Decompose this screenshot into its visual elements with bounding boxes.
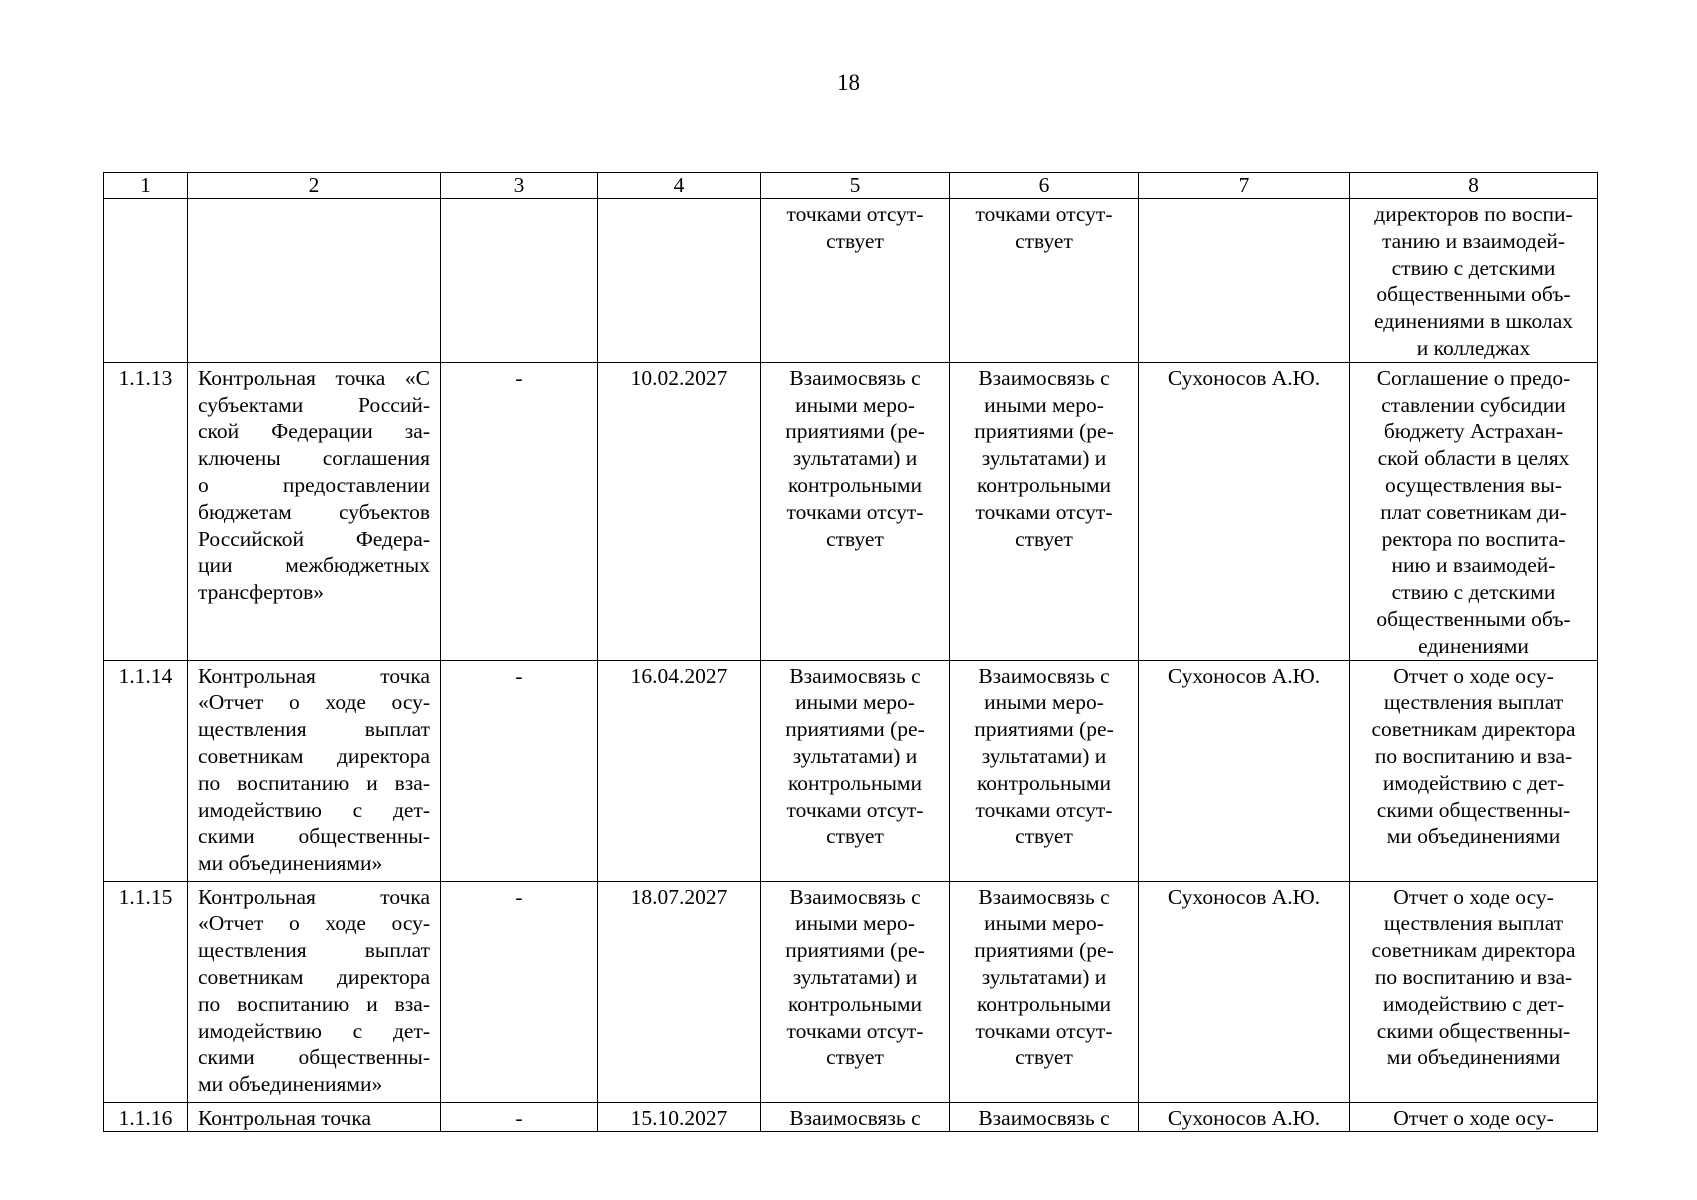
table-body bbox=[104, 199, 1598, 1132]
date-cell: 15.10.2027 bbox=[598, 1102, 761, 1132]
cell-line: единениями bbox=[1418, 633, 1529, 658]
responsible-cell: Сухоносов А.Ю. bbox=[1139, 881, 1350, 1102]
document-cell bbox=[1350, 881, 1598, 1102]
predecessor-cell bbox=[441, 199, 598, 363]
cell-line: нию и взаимодей- bbox=[1391, 553, 1556, 578]
cell-line: ствию с детскими bbox=[1391, 580, 1556, 605]
relation-cell bbox=[950, 881, 1139, 1102]
column-header: 2 bbox=[188, 173, 441, 199]
cell-line: точками отсут- bbox=[786, 1018, 924, 1043]
table-row bbox=[104, 881, 1598, 1102]
cell-line: субъектами Россий- bbox=[198, 392, 430, 417]
row-number-cell: 1.1.16 bbox=[104, 1102, 188, 1132]
cell-line: Взаимосвязь с bbox=[978, 365, 1110, 390]
document-cell bbox=[1350, 660, 1598, 881]
cell-line: директоров по воспи- bbox=[1374, 202, 1573, 226]
cell-line: ществления выплат bbox=[198, 717, 430, 742]
cell-line: точками отсут- bbox=[975, 797, 1113, 822]
predecessor-cell: - bbox=[441, 1102, 598, 1132]
cell-line: ствует bbox=[826, 228, 884, 253]
relation-cell bbox=[950, 660, 1139, 881]
control-point-name-cell bbox=[188, 881, 441, 1102]
cell-line: осуществления вы- bbox=[1384, 472, 1563, 497]
cell-line: по воспитанию и вза- bbox=[198, 991, 430, 1016]
cell-line: точками отсут- bbox=[786, 499, 924, 524]
cell-line: по воспитанию и вза- bbox=[1374, 964, 1573, 989]
cell-line: контрольными bbox=[976, 770, 1112, 795]
cell-line: ществления выплат bbox=[198, 938, 430, 963]
predecessor-cell: - bbox=[441, 881, 598, 1102]
cell-line: приятиями (ре- bbox=[785, 419, 925, 444]
cell-line: имодействию с дет- bbox=[198, 797, 430, 822]
cell-line: зультатами) и bbox=[981, 964, 1107, 989]
column-header: 4 bbox=[598, 173, 761, 199]
cell-line: ставлении субсидии bbox=[1381, 392, 1566, 417]
cell-line: приятиями (ре- bbox=[974, 419, 1114, 444]
cell-line: Контрольная точка bbox=[198, 663, 430, 688]
cell-line: Контрольная точка bbox=[198, 1105, 372, 1130]
cell-line: зультатами) и bbox=[981, 743, 1107, 768]
cell-line: бюджетам субъектов bbox=[198, 499, 430, 524]
cell-line: ректора по воспита- bbox=[1381, 526, 1566, 551]
cell-line: Контрольная точка bbox=[198, 884, 430, 909]
row-number-cell bbox=[104, 199, 188, 363]
date-cell: 18.07.2027 bbox=[598, 881, 761, 1102]
relation-cell bbox=[761, 881, 950, 1102]
cell-line: ствует bbox=[826, 1045, 884, 1070]
cell-line: по воспитанию и вза- bbox=[1374, 743, 1573, 768]
cell-line: Взаимосвязь с bbox=[978, 884, 1110, 909]
cell-line: скими общественны- bbox=[1376, 797, 1571, 822]
cell-line: ствует bbox=[826, 526, 884, 551]
cell-line: зультатами) и bbox=[981, 446, 1107, 471]
cell-line: ствует bbox=[1015, 228, 1073, 253]
relation-cell bbox=[950, 199, 1139, 363]
cell-line: иными меро- bbox=[795, 690, 915, 715]
control-point-name-cell bbox=[188, 199, 441, 363]
cell-line: иными меро- bbox=[984, 911, 1104, 936]
cell-line: по воспитанию и вза- bbox=[198, 770, 430, 795]
cell-line: приятиями (ре- bbox=[785, 938, 925, 963]
row-number-cell: 1.1.13 bbox=[104, 362, 188, 660]
cell-line: ской Федерации за- bbox=[198, 419, 430, 444]
cell-line: скими общественны- bbox=[198, 1045, 430, 1070]
cell-line: советникам директора bbox=[1371, 938, 1576, 963]
cell-line: общественными объ- bbox=[1376, 282, 1571, 307]
document-cell bbox=[1350, 199, 1598, 363]
cell-line: имодействию с дет- bbox=[198, 1018, 430, 1043]
column-header: 8 bbox=[1350, 173, 1598, 199]
date-cell: 16.04.2027 bbox=[598, 660, 761, 881]
relation-cell bbox=[761, 660, 950, 881]
date-cell bbox=[598, 199, 761, 363]
cell-line: ми объединениями» bbox=[198, 1072, 383, 1097]
responsible-cell: Сухоносов А.Ю. bbox=[1139, 660, 1350, 881]
responsible-cell: Сухоносов А.Ю. bbox=[1139, 362, 1350, 660]
cell-line: ствию с детскими bbox=[1391, 255, 1556, 280]
cell-line: Взаимосвязь с bbox=[789, 1105, 921, 1130]
relation-cell bbox=[950, 362, 1139, 660]
cell-line: точками отсут- bbox=[975, 1018, 1113, 1043]
cell-line: ключены соглашения bbox=[198, 446, 430, 471]
document-cell bbox=[1350, 1102, 1598, 1132]
cell-line: Отчет о ходе осу- bbox=[1393, 663, 1554, 688]
cell-line: точками отсут- bbox=[975, 202, 1113, 226]
responsible-cell: Сухоносов А.Ю. bbox=[1139, 1102, 1350, 1132]
cell-line: Российской Федера- bbox=[198, 526, 430, 551]
cell-line: точками отсут- bbox=[786, 202, 924, 226]
date-cell: 10.02.2027 bbox=[598, 362, 761, 660]
table-row bbox=[104, 362, 1598, 660]
cell-line: единениями в школах bbox=[1373, 309, 1574, 334]
relation-cell bbox=[761, 199, 950, 363]
column-header: 7 bbox=[1139, 173, 1350, 199]
column-header: 3 bbox=[441, 173, 598, 199]
column-header: 6 bbox=[950, 173, 1139, 199]
cell-line: «Отчет о ходе осу- bbox=[198, 911, 430, 936]
cell-line: ствует bbox=[1015, 1045, 1073, 1070]
cell-line: имодействию с дет- bbox=[1382, 991, 1565, 1016]
cell-line: контрольными bbox=[787, 770, 923, 795]
cell-line: имодействию с дет- bbox=[1382, 770, 1565, 795]
cell-line: ми объединениями» bbox=[198, 851, 383, 876]
cell-line: зультатами) и bbox=[792, 446, 918, 471]
cell-line: скими общественны- bbox=[1376, 1018, 1571, 1043]
table-row bbox=[104, 199, 1598, 363]
cell-line: бюджету Астрахан- bbox=[1383, 419, 1564, 444]
page-number: 18 bbox=[837, 70, 860, 95]
cell-line: контрольными bbox=[787, 472, 923, 497]
cell-line: ществления выплат bbox=[1383, 690, 1564, 715]
cell-line: Отчет о ходе осу- bbox=[1393, 884, 1554, 909]
cell-line: иными меро- bbox=[984, 392, 1104, 417]
relation-cell bbox=[761, 1102, 950, 1132]
table-row bbox=[104, 1102, 1598, 1132]
cell-line: общественными объ- bbox=[1376, 606, 1571, 631]
responsible-cell bbox=[1139, 199, 1350, 363]
cell-line: Контрольная точка «С bbox=[198, 365, 430, 390]
table-header-row bbox=[104, 173, 1598, 199]
cell-line: приятиями (ре- bbox=[974, 717, 1114, 742]
cell-line: Взаимосвязь с bbox=[978, 663, 1110, 688]
column-header: 5 bbox=[761, 173, 950, 199]
cell-line: точками отсут- bbox=[786, 797, 924, 822]
cell-line: плат советникам ди- bbox=[1380, 499, 1567, 524]
cell-line: о предоставлении bbox=[198, 472, 430, 497]
cell-line: Взаимосвязь с bbox=[978, 1105, 1110, 1130]
cell-line: ствует bbox=[1015, 526, 1073, 551]
cell-line: иными меро- bbox=[795, 392, 915, 417]
cell-line: и колледжах bbox=[1416, 335, 1531, 360]
column-header: 1 bbox=[104, 173, 188, 199]
cell-line: ции межбюджетных bbox=[198, 553, 430, 578]
cell-line: танию и взаимодей- bbox=[1381, 228, 1566, 253]
control-points-table bbox=[103, 172, 1598, 1132]
cell-line: Взаимосвязь с bbox=[789, 663, 921, 688]
cell-line: зультатами) и bbox=[792, 743, 918, 768]
cell-line: ми объединениями bbox=[1386, 824, 1561, 849]
table-row bbox=[104, 660, 1598, 881]
cell-line: контрольными bbox=[976, 472, 1112, 497]
cell-line: ствует bbox=[1015, 824, 1073, 849]
relation-cell bbox=[761, 362, 950, 660]
cell-line: контрольными bbox=[976, 991, 1112, 1016]
cell-line: ской области в целях bbox=[1377, 446, 1570, 471]
cell-line: приятиями (ре- bbox=[785, 717, 925, 742]
cell-line: иными меро- bbox=[795, 911, 915, 936]
cell-line: контрольными bbox=[787, 991, 923, 1016]
cell-line: трансфертов» bbox=[198, 580, 324, 605]
cell-line: Взаимосвязь с bbox=[789, 365, 921, 390]
cell-line: советникам директора bbox=[198, 964, 430, 989]
cell-line: скими общественны- bbox=[198, 824, 430, 849]
cell-line: Отчет о ходе осу- bbox=[1393, 1105, 1554, 1130]
cell-line: ми объединениями bbox=[1386, 1045, 1561, 1070]
control-point-name-cell bbox=[188, 1102, 441, 1132]
predecessor-cell: - bbox=[441, 362, 598, 660]
relation-cell bbox=[950, 1102, 1139, 1132]
cell-line: иными меро- bbox=[984, 690, 1104, 715]
predecessor-cell: - bbox=[441, 660, 598, 881]
document-cell bbox=[1350, 362, 1598, 660]
cell-line: советникам директора bbox=[198, 743, 430, 768]
row-number-cell: 1.1.15 bbox=[104, 881, 188, 1102]
control-point-name-cell bbox=[188, 660, 441, 881]
cell-line: зультатами) и bbox=[792, 964, 918, 989]
cell-line: точками отсут- bbox=[975, 499, 1113, 524]
cell-line: приятиями (ре- bbox=[974, 938, 1114, 963]
cell-line: ществления выплат bbox=[1383, 911, 1564, 936]
control-point-name-cell bbox=[188, 362, 441, 660]
cell-line: «Отчет о ходе осу- bbox=[198, 690, 430, 715]
cell-line: советникам директора bbox=[1371, 717, 1576, 742]
row-number-cell: 1.1.14 bbox=[104, 660, 188, 881]
cell-line: ствует bbox=[826, 824, 884, 849]
cell-line: Взаимосвязь с bbox=[789, 884, 921, 909]
cell-line: Соглашение о предо- bbox=[1376, 365, 1571, 390]
